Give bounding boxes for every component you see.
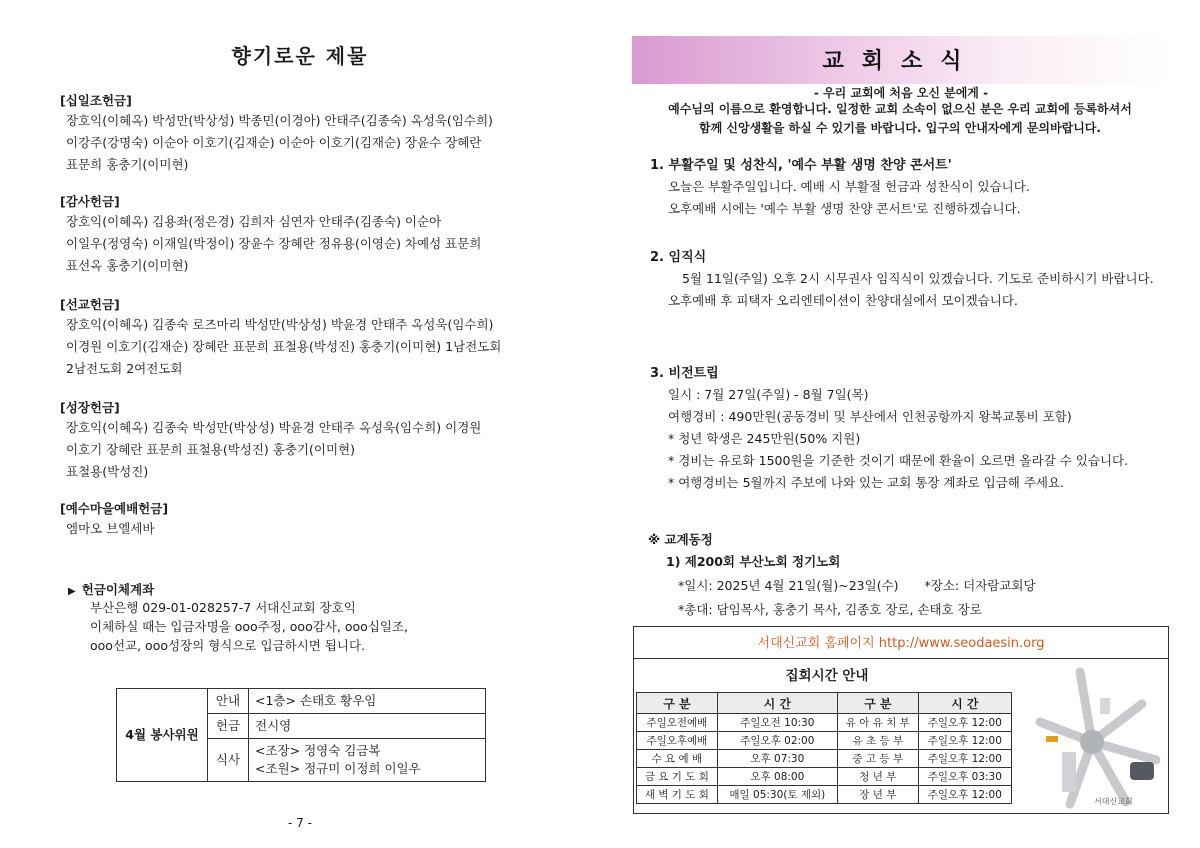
news-item-bullet: * 청년 학생은 245만원(50% 지원): [668, 431, 861, 446]
section-line: 장호익(이혜옥) 박성만(박상성) 박종민(이경아) 안태주(김종숙) 옥성욱(임수희): [66, 113, 493, 128]
section-heading: [십일조헌금]: [60, 93, 132, 108]
volunteer-value-line: <조원> 정규미 이정희 이일우: [255, 761, 421, 776]
volunteer-value: [249, 739, 486, 782]
table-cell: 유 초 등 부: [837, 732, 918, 750]
account-line: ooo선교, ooo성장의 형식으로 입금하시면 됩니다.: [90, 638, 366, 653]
section-line: 이강주(강명숙) 이순아 이호기(김재순) 이순아 이호기(김재순) 장윤수 장혜란: [66, 135, 482, 150]
news-item-line: 오후예배 시에는 '예수 부활 생명 찬양 콘서트'로 진행하겠습니다.: [668, 201, 1021, 216]
news-item-heading: 1. 부활주일 및 성찬식, '예수 부활 생명 찬양 콘서트': [650, 158, 952, 173]
account-line: 이체하실 때는 입금자명을 ooo주정, ooo감사, ooo십일조,: [90, 619, 408, 634]
offering-page-title: 향기로운 제물: [231, 44, 369, 68]
section-line: 표선옥 홍충기(이미현): [66, 258, 189, 273]
table-row: [637, 714, 1012, 732]
table-header: 구 분: [837, 693, 918, 714]
account-heading: [68, 580, 154, 598]
account-info: [90, 598, 510, 655]
triangle-bullet-icon: ▶: [68, 586, 76, 597]
section-line: 표철용(박성진): [66, 464, 149, 479]
table-header: 시 간: [918, 693, 1011, 714]
thanks-section: [60, 193, 560, 277]
table-cell: 주일오전 10:30: [717, 714, 837, 732]
growth-section: [60, 399, 560, 483]
news-item-line: 오늘은 부활주일입니다. 예배 시 부활절 헌금과 성찬식이 있습니다.: [668, 179, 1030, 194]
table-cell: 매일 05:30(토 제외): [717, 786, 837, 804]
section-line: 장호익(이혜옥) 김종숙 로즈마리 박성만(박상성) 박윤경 안태주 옥성욱(임수희): [66, 317, 494, 332]
table-cell: 오후 08:00: [717, 768, 837, 786]
mission-section: [60, 296, 560, 380]
map-label: 서대신교회: [1094, 797, 1133, 806]
presbytery-date: *일시: 2025년 4월 21일(월)~23일(수): [678, 578, 899, 593]
welcome-heading: - 우리 교회에 처음 오신 분에게 -: [813, 86, 989, 100]
volunteer-category: 안내: [208, 689, 249, 714]
table-cell: 주일오후 12:00: [918, 714, 1011, 732]
news-item-heading: 3. 비전트립: [650, 366, 719, 381]
news-item-body: [668, 176, 1164, 220]
news-item-bullet: * 여행경비는 5월까지 주보에 나와 있는 교회 통장 계좌로 입금해 주세요.: [668, 475, 1065, 490]
section-line: 장호익(이혜옥) 김종숙 박성만(박상성) 박윤경 안태주 옥성욱(임수희) 이경원: [66, 420, 482, 435]
village-section: [60, 500, 560, 540]
table-cell: 주일오후 12:00: [918, 732, 1011, 750]
news-page-title: 교회소식: [822, 49, 980, 74]
presbytery-place: *장소: 더자람교회당: [924, 578, 1036, 593]
table-cell: 수 요 예 배: [637, 750, 718, 768]
table-cell: 주일오후 12:00: [918, 750, 1011, 768]
section-line: 2남전도회 2여전도회: [66, 361, 183, 376]
presbytery-line: *총대: 담임목사, 홍충기 목사, 김종호 장로, 손태호 장로: [678, 602, 982, 617]
section-line: 이경원 이호기(김재순) 장혜란 표문희 표철용(박성진) 홍충기(이미현) 1남전도회: [66, 339, 502, 354]
service-times-table: [636, 692, 1012, 804]
table-cell: 오후 07:30: [717, 750, 837, 768]
section-heading: [성장헌금]: [60, 400, 120, 415]
section-line: 엠마오 브엘세바: [66, 521, 155, 536]
service-times-title: 집회시간 안내: [785, 668, 869, 684]
page-number: - 7 -: [288, 816, 312, 830]
volunteer-table: [116, 688, 486, 782]
section-heading: [감사헌금]: [60, 194, 120, 209]
news-item-line: 여행경비 : 490만원(공동경비 및 부산에서 인천공항까지 왕복교통비 포함): [668, 409, 1072, 424]
table-cell: 금 요 기 도 회: [637, 768, 718, 786]
table-header: 구 분: [637, 693, 718, 714]
table-row: [637, 786, 1012, 804]
volunteer-category: 헌금: [208, 714, 249, 739]
news-item-heading: 2. 임직식: [650, 250, 707, 265]
map-icon: [1022, 664, 1162, 810]
table-row: [637, 750, 1012, 768]
church-location-map: [1022, 664, 1162, 810]
account-heading-text: 헌금이체계좌: [81, 582, 155, 597]
volunteer-value-line: <조장> 정영숙 김금복: [255, 743, 381, 758]
homepage-link[interactable]: 서대신교회 홈페이지 http://www.seodaesin.org: [757, 636, 1045, 651]
presbytery-details: [678, 574, 1036, 622]
table-cell: 주일오후 03:30: [918, 768, 1011, 786]
table-cell: 청 년 부: [837, 768, 918, 786]
welcome-line: 예수님의 이름으로 환영합니다. 일정한 교회 소속이 없으신 분은 우리 교회에 등록하셔서: [668, 102, 1132, 116]
section-line: 이호기 장혜란 표문희 표철용(박성진) 홍충기(이미현): [66, 442, 355, 457]
presbytery-line: [678, 574, 1036, 598]
volunteer-value: <1층> 손태호 황우임: [249, 689, 486, 714]
section-heading: [선교헌금]: [60, 297, 120, 312]
church-news-heading: ※ 교계동정: [648, 532, 713, 547]
section-line: 표문희 홍충기(이미현): [66, 157, 189, 172]
volunteer-category: 식사: [208, 739, 249, 782]
section-heading: [예수마을예배헌금]: [60, 501, 169, 516]
table-cell: 새 벽 기 도 회: [637, 786, 718, 804]
welcome-text: [640, 100, 1160, 138]
table-cell: 주일오후예배: [637, 732, 718, 750]
table-cell: 중 고 등 부: [837, 750, 918, 768]
table-cell: 주일오후 02:00: [717, 732, 837, 750]
table-cell: 유 아 유 치 부: [837, 714, 918, 732]
table-header: 시 간: [717, 693, 837, 714]
news-item-body: [668, 268, 1164, 312]
welcome-line: 함께 신앙생활을 하실 수 있기를 바랍니다. 입구의 안내자에게 문의바랍니다.: [699, 121, 1101, 135]
table-row: [637, 768, 1012, 786]
table-cell: 주일오후 12:00: [918, 786, 1011, 804]
table-cell: 장 년 부: [837, 786, 918, 804]
volunteer-heading: 4월 봉사위원: [117, 689, 208, 782]
tithe-section: [60, 92, 560, 176]
presbytery-heading: 1) 제200회 부산노회 정기노회: [666, 554, 841, 569]
table-row: [637, 732, 1012, 750]
volunteer-value: 전시영: [249, 714, 486, 739]
news-item-body: [668, 384, 1164, 494]
section-line: 이일우(정영숙) 이재일(박정이) 장윤수 장혜란 정유용(이영순) 차예성 표문희: [66, 236, 482, 251]
table-cell: 주일오전예배: [637, 714, 718, 732]
section-line: 장호익(이혜옥) 김용좌(정은경) 김희자 심연자 안태주(김종숙) 이순아: [66, 214, 442, 229]
news-item-line: 5월 11일(주일) 오후 2시 시무권사 임직식이 있겠습니다. 기도로 준비하시기 바랍니다. 오후예배 후 피택자 오리엔테이션이 찬양대실에서 모이겠습니다.: [668, 271, 1154, 308]
divider: [634, 658, 1168, 659]
account-line: 부산은행 029-01-028257-7 서대신교회 장호익: [90, 600, 356, 615]
news-item-bullet: * 경비는 유로화 1500원을 기준한 것이기 때문에 환율이 오르면 올라갈 수 있습니다.: [668, 453, 1129, 468]
news-item-line: 일시 : 7월 27일(주일) - 8월 7일(목): [668, 387, 869, 402]
